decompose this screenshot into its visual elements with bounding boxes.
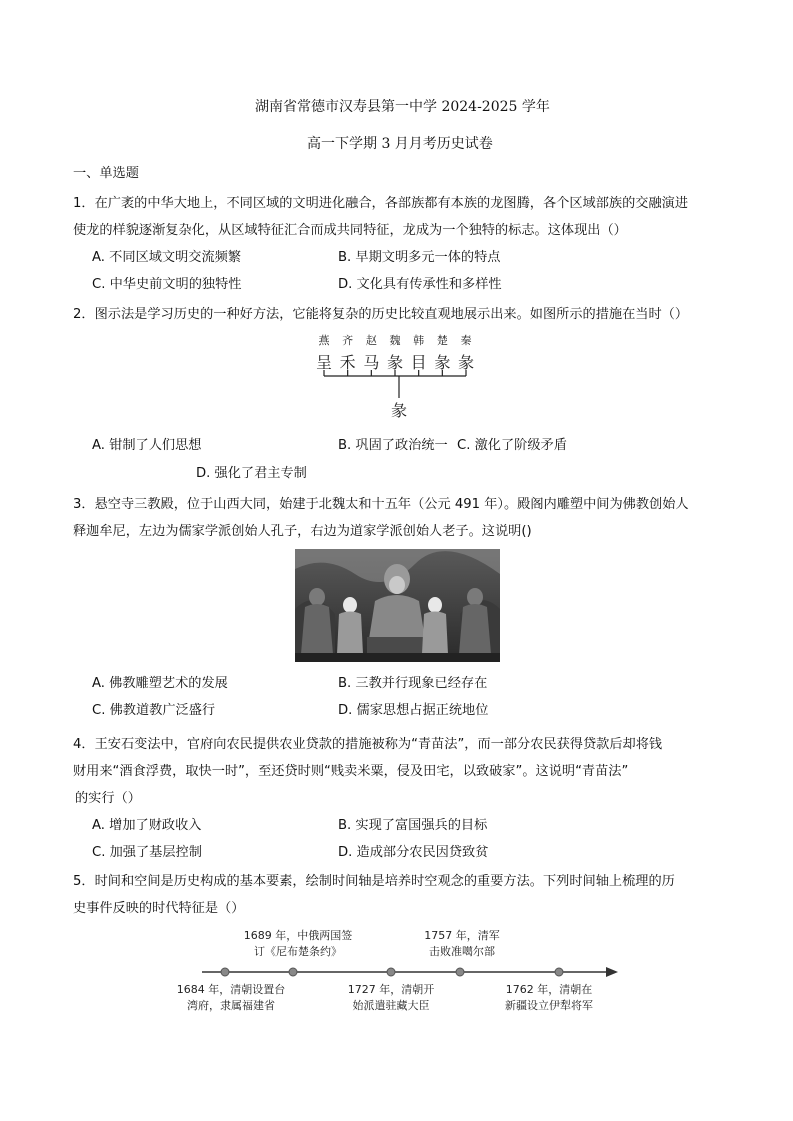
q1-option-c[interactable]: C. 中华史前文明的独特性 <box>92 277 242 292</box>
timeline-event-top-line1: 1757 年，清军 <box>424 929 500 942</box>
timeline-event-top-line2: 击败准噶尔部 <box>429 945 495 958</box>
q2-stem-line1: 2．图示法是学习历史的一种好方法，它能将复杂的历史比较直观地展示出来。如图所示的措施在当时（） <box>73 307 689 322</box>
diagram-state-glyph: 禾 <box>339 353 356 372</box>
timeline-event-bottom-line2: 始派遣驻藏大臣 <box>352 999 430 1012</box>
q1-stem-line1: 1．在广袤的中华大地上，不同区域的文明进化融合，各部族都有本族的龙图腾，各个区域部族的交融演进 <box>73 196 689 211</box>
q3-option-b[interactable]: B. 三教并行现象已经存在 <box>338 676 488 691</box>
diagram-state-glyph: 彖 <box>457 353 475 372</box>
timeline-event-top-line2: 订《尼布楚条约》 <box>254 945 342 958</box>
exam-title-line1: 湖南省常德市汉寿县第一中学 2024-2025 学年 <box>255 99 550 115</box>
q3-option-d[interactable]: D. 儒家思想占据正统地位 <box>338 703 489 718</box>
q2-option-c[interactable]: C. 激化了阶级矛盾 <box>457 438 567 453</box>
q1-stem-line2: 使龙的样貌逐渐复杂化，从区域特征汇合而成共同特征，龙成为一个独特的标志。这体现出（） <box>73 223 627 238</box>
diagram-state-glyph: 马 <box>363 353 380 372</box>
diagram-state-glyph: 彖 <box>434 353 451 372</box>
timeline-dot <box>289 968 297 976</box>
diagram-state-label: 燕 <box>318 334 330 347</box>
diagram-state-label: 魏 <box>389 334 401 347</box>
timeline-event-bottom-line1: 1727 年，清朝开 <box>347 983 435 996</box>
q2-option-a[interactable]: A. 钳制了人们思想 <box>92 438 202 453</box>
diagram-state-label: 赵 <box>365 334 377 347</box>
q4-option-a[interactable]: A. 增加了财政收入 <box>92 818 202 833</box>
diagram-state-label: 韩 <box>413 334 425 347</box>
q2-option-b[interactable]: B. 巩固了政治统一 <box>338 438 448 453</box>
q3-stem-line2: 释迦牟尼，左边为儒家学派创始人孔子，右边为道家学派创始人老子。这说明() <box>73 524 532 539</box>
diagram-state-label: 秦 <box>460 334 472 347</box>
diagram-state-glyph: 彖 <box>386 353 404 372</box>
q5-timeline <box>170 925 625 1015</box>
q4-stem-line3: 的实行（） <box>75 791 141 806</box>
q3-temple-sculpture-photo <box>295 549 500 662</box>
diagram-state-glyph: 目 <box>410 353 427 372</box>
q3-stem-line1: 3．悬空寺三教殿，位于山西大同，始建于北魏太和十五年（公元 491 年）。殿阁内雕塑中间为佛教创始人 <box>73 497 689 512</box>
diagram-state-glyph: 呈 <box>315 353 333 372</box>
q1-option-a[interactable]: A. 不同区域文明交流频繁 <box>92 250 242 265</box>
q4-stem-line2: 财用来“酒食浮费，取快一时”，至还贷时则“贱卖米粟，侵及田宅，以致破家”。这说明“青苗法” <box>73 764 629 779</box>
q2-option-d[interactable]: D. 强化了君主专制 <box>196 466 307 481</box>
timeline-dot <box>387 968 395 976</box>
q4-stem-line1: 4．王安石变法中，官府向农民提供农业贷款的措施被称为“青苗法”，而一部分农民获得贷款后却将钱 <box>73 737 663 752</box>
diagram-state-label: 楚 <box>436 334 448 347</box>
q1-option-d[interactable]: D. 文化具有传承性和多样性 <box>338 277 502 292</box>
timeline-dot <box>456 968 464 976</box>
q4-option-d[interactable]: D. 造成部分农民因贷致贫 <box>338 845 489 860</box>
q3-option-a[interactable]: A. 佛教雕塑艺术的发展 <box>92 676 228 691</box>
q3-option-c[interactable]: C. 佛教道教广泛盛行 <box>92 703 216 718</box>
q5-stem-line2: 史事件反映的时代特征是（） <box>73 901 245 916</box>
diagram-unified-glyph: 彖 <box>390 401 408 420</box>
timeline-event-top-line1: 1689 年，中俄两国签 <box>243 929 353 942</box>
timeline-dot <box>555 968 563 976</box>
timeline-dot <box>221 968 229 976</box>
diagram-state-label: 齐 <box>342 334 354 347</box>
q5-stem-line1: 5．时间和空间是历史构成的基本要素，绘制时间轴是培养时空观念的重要方法。下列时间轴上梳理的历 <box>73 874 675 889</box>
timeline-arrow <box>606 967 618 977</box>
exam-title-line2: 高一下学期 3 月月考历史试卷 <box>307 136 493 152</box>
section-heading: 一、单选题 <box>73 166 139 181</box>
q2-unification-diagram <box>315 330 480 430</box>
q4-option-b[interactable]: B. 实现了富国强兵的目标 <box>338 818 488 833</box>
timeline-event-bottom-line1: 1762 年，清朝在 <box>505 983 593 996</box>
q1-option-b[interactable]: B. 早期文明多元一体的特点 <box>338 250 501 265</box>
timeline-event-bottom-line2: 湾府，隶属福建省 <box>187 999 275 1012</box>
timeline-event-bottom-line2: 新疆设立伊犁将军 <box>505 999 593 1012</box>
timeline-event-bottom-line1: 1684 年，清朝设置台 <box>176 983 286 996</box>
q4-option-c[interactable]: C. 加强了基层控制 <box>92 845 202 860</box>
